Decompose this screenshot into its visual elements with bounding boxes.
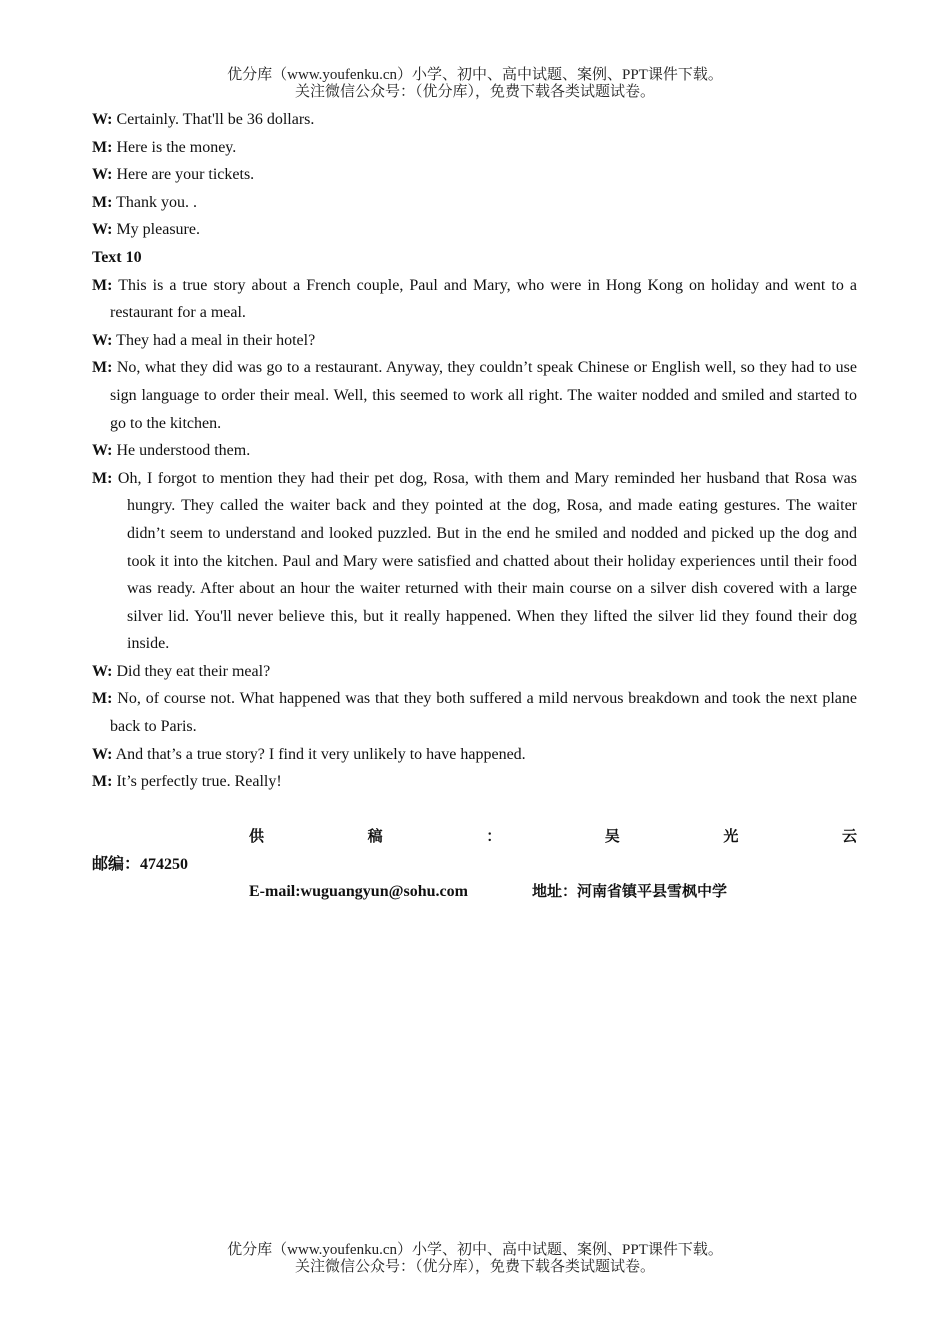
postcode: 邮编：474250 — [92, 855, 189, 873]
speaker-label: W: — [92, 221, 113, 239]
page-footer — [0, 1242, 950, 1276]
page-header — [0, 67, 950, 101]
contributor-char: ： — [486, 827, 502, 845]
speaker-label: M: — [92, 193, 113, 211]
speaker-label: M: — [92, 469, 113, 487]
dialogue-line — [92, 354, 857, 437]
dialogue-line — [92, 272, 857, 327]
dialogue-line — [92, 741, 857, 769]
header-line-1: 优分库（www.youfenku.cn）小学、初中、高中试题、案例、PPT课件下载。 — [227, 67, 723, 83]
dialogue-line — [92, 465, 857, 658]
speaker-label: M: — [92, 276, 113, 294]
dialogue-text: Did they eat their meal? — [112, 662, 271, 680]
speaker-label: W: — [92, 331, 113, 349]
footer-line-1: 优分库（www.youfenku.cn）小学、初中、高中试题、案例、PPT课件下载。 — [227, 1242, 723, 1258]
speaker-label: M: — [92, 690, 113, 708]
transcript-body — [92, 106, 857, 796]
contributor-char: 供 — [249, 827, 265, 845]
dialogue-line — [92, 327, 857, 355]
dialogue-text: Certainly. That'll be 36 dollars. — [112, 111, 315, 128]
dialogue-line — [92, 134, 857, 162]
dialogue-text: He understood them. — [112, 442, 251, 460]
contributor-char: 光 — [723, 827, 739, 845]
contributor-char: 云 — [841, 827, 857, 845]
dialogue-text: This is a true story about a French couple, Paul and Mary, who were in Hong Kong on holiday and went to a restaurant for a meal. — [110, 276, 857, 322]
dialogue-text: They had a meal in their hotel? — [112, 331, 316, 349]
speaker-label: W: — [92, 662, 113, 680]
contact-line — [92, 878, 857, 906]
speaker-label: W: — [92, 111, 113, 128]
dialogue-line — [92, 161, 857, 189]
dialogue-line — [92, 658, 857, 686]
speaker-label: M: — [92, 138, 113, 156]
dialogue-text: It’s perfectly true. Really! — [112, 773, 282, 791]
contributor-heading — [92, 823, 857, 851]
dialogue-line — [92, 216, 857, 244]
contributor-char: 吴 — [604, 827, 620, 845]
dialogue-text: Here is the money. — [112, 138, 237, 156]
speaker-label: W: — [92, 745, 113, 763]
email: E-mail:wuguangyun@sohu.com — [249, 883, 468, 901]
header-line-2: 关注微信公众号：（优分库），免费下载各类试题试卷。 — [294, 84, 655, 100]
contributor-block — [92, 823, 857, 906]
speaker-label: M: — [92, 359, 113, 377]
dialogue-text: Thank you. . — [112, 193, 198, 211]
dialogue-text: And that’s a true story? I find it very unlikely to have happened. — [112, 745, 526, 763]
dialogue-line — [92, 768, 857, 796]
dialogue-line — [92, 437, 857, 465]
section-title: Text 10 — [92, 248, 142, 266]
speaker-label: W: — [92, 166, 113, 184]
speaker-label: M: — [92, 773, 113, 791]
contributor-char: 稿 — [367, 827, 383, 845]
dialogue-text: Here are your tickets. — [112, 166, 255, 184]
address: 地址：河南省镇平县雪枫中学 — [531, 882, 727, 901]
footer-line-2: 关注微信公众号：（优分库），免费下载各类试题试卷。 — [294, 1259, 655, 1275]
dialogue-line — [92, 189, 857, 217]
dialogue-text: No, what they did was go to a restaurant. Anyway, they couldn’t speak Chinese or English well, so they had to use sign language to order their meal. Well, this seemed to work all right. The waiter nodded and smiled and started to go to the kitchen. — [110, 359, 857, 432]
dialogue-text: Oh, I forgot to mention they had their pet dog, Rosa, with them and Mary reminded her husband that Rosa was hungry. They called the waiter back and they pointed at the dog, Rosa, and made eating gestures. The waiter didn’t seem to understand and looked puzzled. But in the end he smiled and nodded and picked up the dog and took it into the kitchen. Paul and Mary were satisfied and chatted about their holiday experiences until their food was ready. After about an hour the waiter returned with their main course on a silver dish covered with a large silver lid. You'll never believe this, but it really happened. When they lifted the silver lid they found their dog inside. — [112, 469, 857, 653]
dialogue-line — [92, 106, 857, 134]
dialogue-text: No, of course not. What happened was that they both suffered a mild nervous breakdown and took the next plane back to Paris. — [110, 690, 857, 736]
dialogue-line — [92, 685, 857, 740]
dialogue-text: My pleasure. — [112, 221, 200, 239]
speaker-label: W: — [92, 442, 113, 460]
